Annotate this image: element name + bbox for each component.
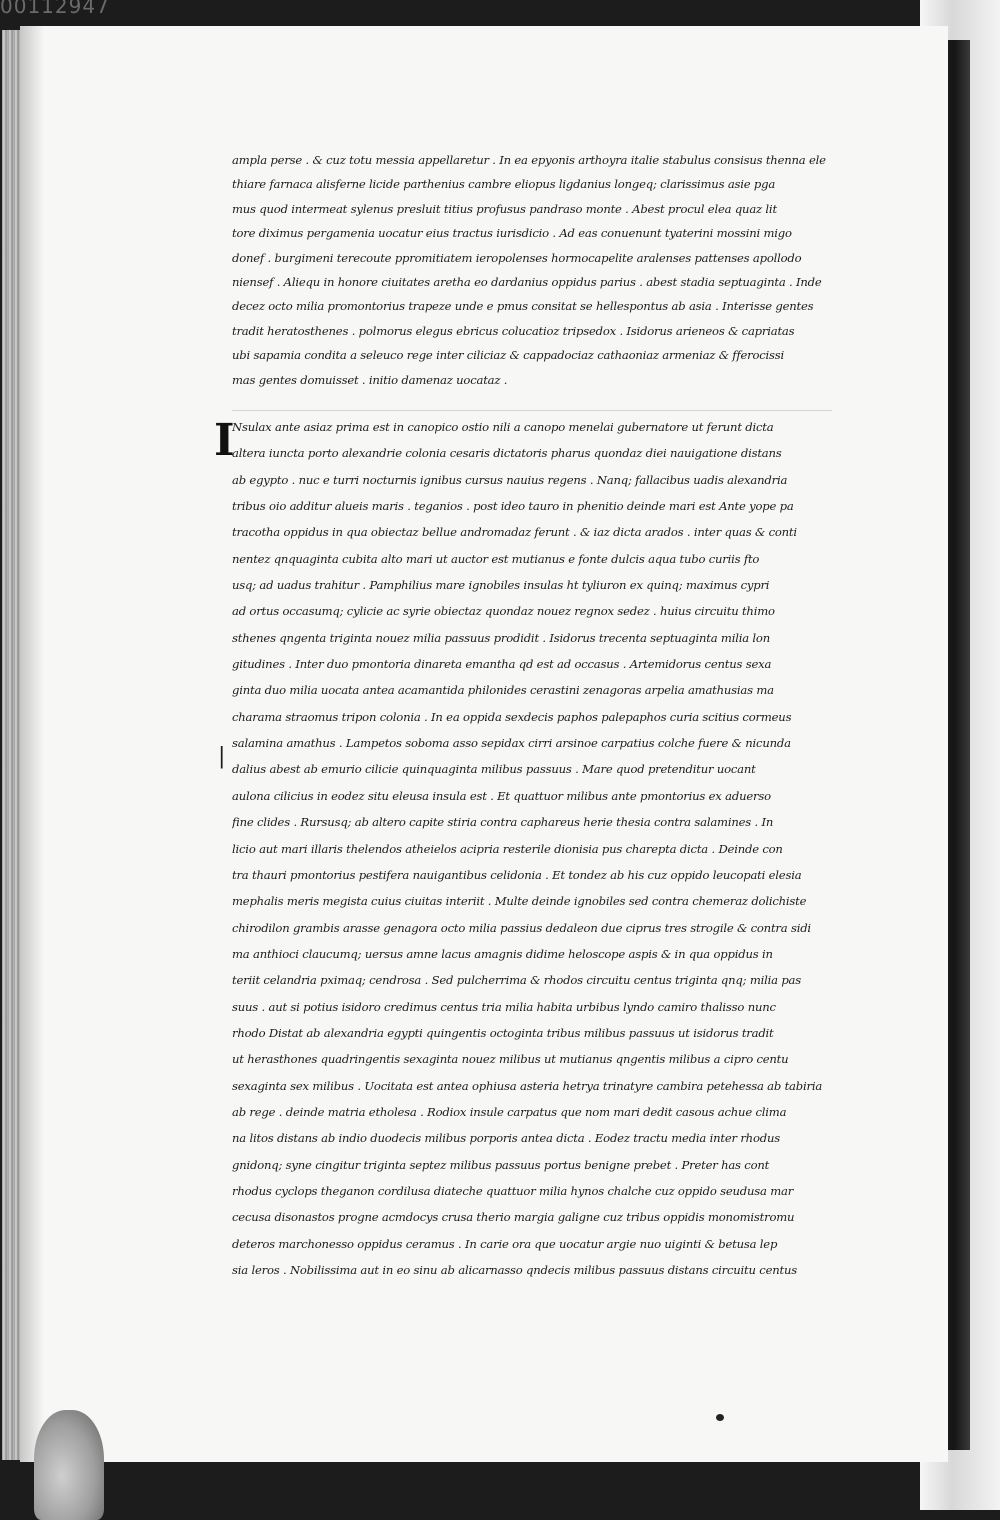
decorated-initial: I bbox=[214, 415, 235, 466]
text-line: Nsulax ante asiaz prima est in canopico ostio nili a canopo menelai gubernatore ut ferunt dicta bbox=[232, 420, 774, 434]
text-line: thiare farnaca alisferne licide parthenius cambre eliopus ligdanius longeq; clarissimus asie pga bbox=[232, 177, 776, 192]
scan-id-label: 00112947 bbox=[0, 0, 110, 18]
text-line: ab rege . deinde matria etholesa . Rodiox insule carpatus que nom mari dedit casous achue clima bbox=[232, 1104, 787, 1119]
text-line: decez octo milia promontorius trapeze unde e pmus consitat se hellespontus ab asia . Interisse gentes bbox=[232, 299, 814, 314]
text-line: ad ortus occasumq; cylicie ac syrie obiectaz quondaz nouez regnox sedez . huius circuitu thimo bbox=[232, 604, 775, 619]
text-line: mas gentes domuisset . initio damenaz uocataz . bbox=[232, 372, 508, 387]
text-line: ampla perse . & cuz totu messia appellaretur . In ea epyonis arthoyra italie stabulus consisus thenna ele bbox=[232, 153, 826, 167]
text-line: suus . aut si potius isidoro credimus centus tria milia habita urbibus lyndo camiro thalisso nunc bbox=[232, 999, 776, 1014]
text-line: niensef . Aliequ in honore ciuitates aretha eo dardanius oppidus parius . abest stadia septuaginta . Inde bbox=[232, 274, 822, 289]
text-line: ubi sapamia condita a seleuco rege inter ciliciaz & cappadociaz cathaoniaz armeniaz & fferocissi bbox=[232, 348, 785, 363]
text-line: tribus oio additur alueis maris . teganios . post ideo tauro in phenitio deinde mari est Ante yope pa bbox=[232, 499, 794, 514]
text-line: nentez qnquaginta cubita alto mari ut auctor est mutianus e fonte dulcis aqua tubo curiis fto bbox=[232, 551, 760, 566]
ink-spot bbox=[716, 1414, 724, 1421]
text-line: teriit celandria pximaq; cendrosa . Sed pulcherrima & rhodos circuitu centus triginta qnq; milia pas bbox=[232, 973, 802, 988]
text-line: na litos distans ab indio duodecis milibus porporis antea dicta . Eodez tractu media inter rhodus bbox=[232, 1131, 780, 1146]
text-line: licio aut mari illaris thelendos atheielos acipria resterile dionisia pus charepta dicta . Deinde con bbox=[232, 841, 783, 856]
section-divider bbox=[232, 410, 832, 411]
text-line: donef . burgimeni terecoute ppromitiatem ieropolenses hormocapelite aralenses pattenses apollodo bbox=[232, 250, 802, 265]
text-line: fine clides . Rursusq; ab altero capite stiria contra caphareus herie thesia contra salamines . In bbox=[232, 815, 774, 830]
text-line: usq; ad uadus trahitur . Pamphilius mare ignobiles insulas ht tyliuron ex quinq; maximus cypri bbox=[232, 578, 770, 593]
text-line: deteros marchonesso oppidus ceramus . In carie ora que uocatur argie nuo uiginti & betusa lep bbox=[232, 1236, 778, 1251]
text-line: tra thauri pmontorius pestifera nauigantibus celidonia . Et tondez ab his cuz oppido leucopati elesia bbox=[232, 867, 802, 882]
text-line: rhodo Distat ab alexandria egypti quingentis octoginta tribus milibus passuus ut isidorus tradit bbox=[232, 1025, 774, 1040]
text-line: cecusa disonastos progne acmdocys crusa therio margia galigne cuz tribus oppidis monomistromu bbox=[232, 1210, 795, 1225]
text-line: mephalis meris megista cuius ciuitas interiit . Multe deinde ignobiles sed contra chemeraz dolichiste bbox=[232, 894, 807, 909]
text-line: ma anthioci claucumq; uersus amne lacus amagnis didime heloscope aspis & in qua oppidus in bbox=[232, 946, 773, 961]
thumb-holding-page bbox=[34, 1410, 104, 1520]
text-line: chirodilon grambis arasse genagora octo milia passius dedaleon due ciprus tres strogile & contra sidi bbox=[232, 920, 811, 935]
text-line: sia leros . Nobilissima aut in eo sinu ab alicarnasso qndecis milibus passuus distans circuitu centus bbox=[232, 1263, 797, 1277]
text-line: salamina amathus . Lampetos soboma asso sepidax cirri arsinoe carpatius colche fuere & nicunda bbox=[232, 736, 791, 751]
text-line: sexaginta sex milibus . Uocitata est antea ophiusa asteria hetrya trinatyre cambira petehessa ab tabiria bbox=[232, 1078, 823, 1093]
text-line: aulona cilicius in eodez situ eleusa insula est . Et quattuor milibus ante pmontorius ex aduerso bbox=[232, 788, 771, 803]
text-line: ab egypto . nuc e turri nocturnis ignibus cursus nauius regens . Nanq; fallacibus uadis alexandria bbox=[232, 472, 788, 487]
text-line: gitudines . Inter duo pmontoria dinareta emantha qd est ad occasus . Artemidorus centus sexa bbox=[232, 657, 772, 672]
text-line: tradit heratosthenes . polmorus elegus ebricus colucatioz tripsedox . Isidorus arieneos & capriatas bbox=[232, 323, 795, 338]
text-line: gnidonq; syne cingitur triginta septez milibus passuus portus benigne prebet . Preter has cont bbox=[232, 1157, 770, 1172]
text-line: ginta duo milia uocata antea acamantida philonides cerastini zenagoras arpelia amathusias ma bbox=[232, 683, 774, 698]
text-block-1 bbox=[232, 148, 892, 392]
text-line: dalius abest ab emurio cilicie quinquaginta milibus passuus . Mare quod pretenditur uocant bbox=[232, 762, 756, 777]
gutter-shadow bbox=[22, 26, 44, 1462]
text-line: tore diximus pergamenia uocatur eius tractus iurisdicio . Ad eas conuenunt tyaterini mossini migo bbox=[232, 226, 792, 241]
text-line: ut herasthones quadringentis sexaginta nouez milibus ut mutianus qngentis milibus a cipro centu bbox=[232, 1052, 789, 1067]
text-line: charama straomus tripon colonia . In ea oppida sexdecis paphos palepaphos curia scitius cormeus bbox=[232, 709, 792, 724]
margin-mark: | bbox=[218, 744, 226, 769]
text-line: sthenes qngenta triginta nouez milia passuus prodidit . Isidorus trecenta septuaginta milia lon bbox=[232, 630, 770, 645]
text-line: rhodus cyclops theganon cordilusa diateche quattuor milia hynos chalche cuz oppido seudusa mar bbox=[232, 1183, 794, 1198]
text-line: mus quod intermeat sylenus presluit titius profusus pandraso monte . Abest procul elea quaz lit bbox=[232, 201, 777, 216]
text-line: tracotha oppidus in qua obiectaz bellue andromadaz ferunt . & iaz dicta arados . inter quas & conti bbox=[232, 525, 797, 540]
text-line: altera iuncta porto alexandrie colonia cesaris dictatoris pharus quondaz diei nauigatione distans bbox=[232, 446, 782, 461]
text-block-2 bbox=[232, 414, 892, 1283]
